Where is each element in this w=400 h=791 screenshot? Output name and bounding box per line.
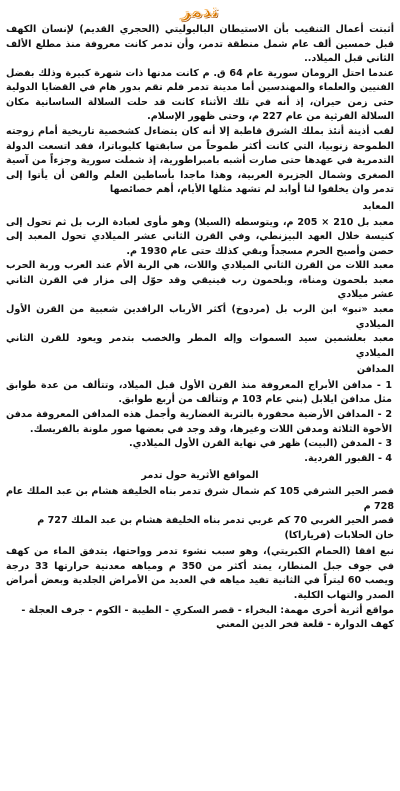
temple-bel: معبد بل 210 × 205 م، ويتوسطه (السيلا) وهو مأوى لعبادة الرب بل ثم تحول إلى كنيسة خلال العهد البيزنطي، وفي القرن الثاني عشر الميلادي تحول المعبد إلى حصن وأصبح الحرم مسجداً وبقي كذلك حتى عام 1930 م.: [6, 216, 394, 257]
temple-allat: معبد اللات من القرن الثاني الميلادي واللات، هي الربة الأم عند العرب وربة الحرب معبد بلحمون ومناة، وبلحمون رب فينيقي وقد حوّل إلى مزار في القرن الثاني عشر ميلادي: [6, 260, 394, 301]
sites-heading: المواقع الأثرية حول تدمر: [141, 470, 259, 482]
cemetery-item-1: 1 - مدافن الأبراج المعروفة منذ القرن الأول قبل الميلاد، وتتألف من عدة طوابق مثل مدافن ايلابل (بني عام 103 م وتتألف من أربع طوابق.: [6, 379, 392, 406]
site-qasr-west: قصر الحير الغربي 70 كم غربي تدمر بناه الخليفة هشام بن عبد الملك 727 م: [37, 515, 394, 527]
other-sites-end: كهف الدوارة - قلعة فخر الدين المعني: [216, 619, 394, 631]
site-khan: خان الحلابات (فرياراكا): [284, 529, 394, 541]
intro-paragraph-3: لقب أذينة أنئذ بملك الشرق قاطبة إلا أنه كان يتضاءل كشخصية تاريخية أمام زوجته الطموحة زنوبيا، التي كانت أكثر طموحاً من سابقتها كليوباترا، فقد اتسعت الدولة التدمرية في عهدها حتى صارت أشبه بامبراطورية، إذ شملت سورية وجزءاً من آسية الصغرى وشمال الجزيرة العربية، وهذا ماجدا بأساطين العلم والفن أن يأتوا إلى تدمر وان يخلفوا لنا أوابد لم تشهد مثلها الأيام، أهم خصائصها: [6, 126, 394, 196]
temple-nabu: معبد «نبو» ابن الرب بل (مردوخ) أكثر الأرباب الرافدين شعبية من القرن الأول الميلادي: [6, 303, 394, 330]
spring-paragraph: نبع افقا (الحمام الكبريتي)، وهو سبب نشوء تدمر وواحتها، يتدفق الماء من كهف في جوف جبل المنطار، يمتد أكثر من 350 م ومياهه معدنية حرارتها 33 درجة ويصب 60 ليتراً في الثانية تفيد مياهه في العديد من الأمراض الجلدية وبعض أمراض الصدر والتهاب الكلية.: [6, 546, 395, 601]
intro-paragraph-2: عندما احتل الرومان سورية عام 64 ق. م كانت مدنها ذات شهرة كبيرة وذلك بفضل الفنيين والعلماء والمهندسين أما مدينة تدمر فلم تقم بدور هام في القضايا الدولية حتى زمن حيران، إذ أنه في تلك الأثناء كانت قد حلت السلالة الساسانية مكان السلالة الفرثية من عام 227 م، وحتى ظهور الإسلام.: [6, 67, 394, 123]
article: [6, 1, 394, 791]
cemetery-item-3: 3 - المدفن (البيت) ظهر في نهاية القرن الأول الميلادي.: [129, 438, 392, 450]
temple-baalshamin: معبد بعلشمين سيد السموات وإله المطر والخصب بتدمر ويعود للقرن الثاني الميلادي: [6, 333, 394, 359]
temples-heading: المعابد: [362, 200, 394, 212]
title-block: [6, 1, 394, 23]
cemetery-item-2: 2 - المدافن الأرضية محفورة بالتربة الغضارية وأجمل هذه المدافن المعروفة مدفن الأخوة الثلاثة ومدفن اللات وغيرها، وقد وجد في بعضها صور ملونة بالفريسك.: [6, 409, 392, 435]
article-title: تدمر: [181, 2, 219, 22]
cemeteries-heading: المدافن: [356, 364, 394, 376]
intro-paragraph-1: أثبتت أعمال التنقيب بأن الاستيطان الباليوليتي (الحجري القديم) لإنسان الكهف قبل خمسين ألف عام شمل منطقة تدمر، وأن تدمر كانت معروفة منذ مطلع الألف الثاني قبل الميلاد..: [6, 24, 394, 65]
other-sites: مواقع أثرية أخرى مهمة: البخراء - قصر السكري - الطيبة - الكوم - جرف العجلة -: [21, 604, 394, 616]
site-qasr-east: قصر الحير الشرقي 105 كم شمال شرق تدمر بناه الخليفة هشام بن عبد الملك عام 728 م: [6, 485, 394, 512]
cemetery-item-4: 4 - القبور الفردية.: [304, 452, 392, 464]
